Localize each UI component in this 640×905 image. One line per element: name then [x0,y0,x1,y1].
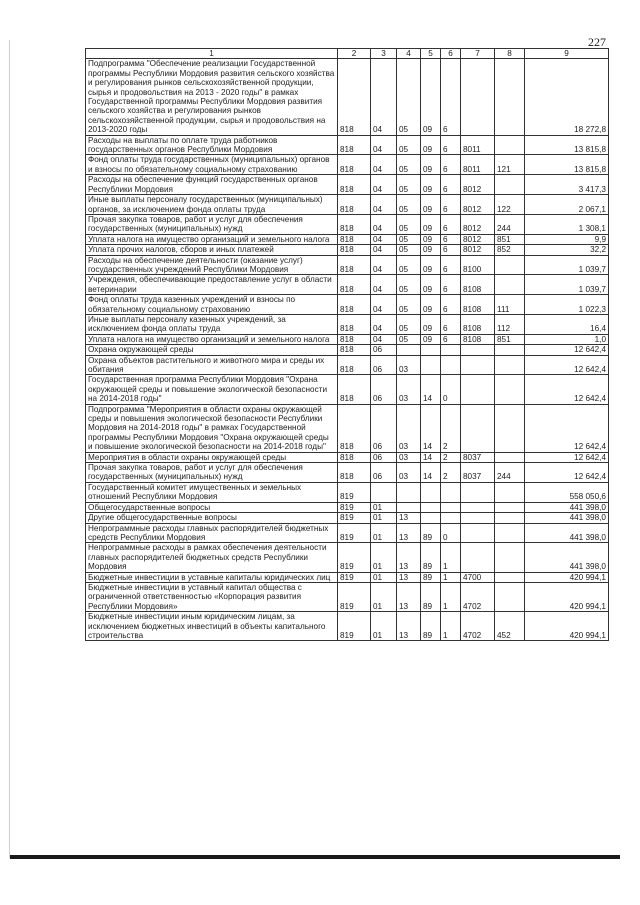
subprogram-cell: 6 [441,59,461,135]
subsection-cell: 05 [397,155,421,175]
column-header: 8 [495,49,525,59]
expense-type-cell [495,59,525,135]
amount-cell: 441 398,0 [525,523,609,543]
item-code-cell: 8108 [461,334,495,344]
item-code-cell: 8108 [461,275,495,295]
amount-cell: 441 398,0 [525,502,609,512]
table-row [86,355,609,375]
expense-type-cell [495,502,525,512]
section-cell: 06 [371,452,397,462]
subsection-cell: 05 [397,195,421,215]
section-cell: 04 [371,334,397,344]
row-name-cell: Фонд оплаты труда государственных (муниципальных) органов и взносы по обязательному социальному страхованию [86,155,338,175]
amount-cell: 441 398,0 [525,513,609,523]
subprogram-cell: 6 [441,255,461,275]
expense-type-cell [495,513,525,523]
table-row [86,463,609,483]
admin-code-cell: 819 [338,482,371,502]
table-row [86,572,609,582]
program-cell: 89 [421,572,441,582]
section-cell: 04 [371,245,397,255]
amount-cell: 12 642,4 [525,345,609,355]
amount-cell: 420 994,1 [525,582,609,611]
row-name-cell: Непрограммные расходы главных распорядителей бюджетных средств Республики Мордовия [86,523,338,543]
subprogram-cell [441,482,461,502]
table-row [86,543,609,572]
program-cell: 09 [421,214,441,234]
program-cell: 09 [421,175,441,195]
item-code-cell: 8037 [461,452,495,462]
column-header: 3 [371,49,397,59]
subsection-cell: 05 [397,135,421,155]
amount-cell: 9,9 [525,234,609,244]
subsection-cell: 13 [397,582,421,611]
section-cell: 01 [371,502,397,512]
subprogram-cell: 6 [441,245,461,255]
row-name-cell: Общегосударственные вопросы [86,502,338,512]
table-row [86,314,609,334]
row-name-cell: Подпрограмма "Мероприятия в области охраны окружающей среды и повышения экологической безопасности Республики Мордовия на 2014-2018 годы" в рамках Государственной программы Республики Мордовия "Охрана окружающей среды и повышение экологической безопасности на 2014-2018 годы" [86,404,338,452]
item-code-cell [461,482,495,502]
row-name-cell: Бюджетные инвестиции иным юридическим лицам, за исключением бюджетных инвестиций в объекты капитального строительства [86,612,338,641]
admin-code-cell: 819 [338,572,371,582]
amount-cell: 12 642,4 [525,355,609,375]
section-cell: 04 [371,275,397,295]
column-header: 1 [86,49,338,59]
amount-cell: 32,2 [525,245,609,255]
amount-cell: 13 815,8 [525,135,609,155]
subprogram-cell [441,355,461,375]
item-code-cell [461,345,495,355]
table-row [86,452,609,462]
amount-cell: 16,4 [525,314,609,334]
subsection-cell [397,502,421,512]
expense-type-cell [495,543,525,572]
item-code-cell [461,523,495,543]
admin-code-cell: 818 [338,452,371,462]
item-code-cell: 4702 [461,582,495,611]
subprogram-cell: 6 [441,195,461,215]
subprogram-cell: 6 [441,155,461,175]
subprogram-cell: 6 [441,234,461,244]
admin-code-cell: 818 [338,275,371,295]
row-name-cell: Иные выплаты персоналу казенных учреждений, за исключением фонда оплаты труда [86,314,338,334]
item-code-cell: 4702 [461,612,495,641]
section-cell: 04 [371,214,397,234]
subprogram-cell [441,502,461,512]
item-code-cell: 8012 [461,234,495,244]
row-name-cell: Непрограммные расходы в рамках обеспечения деятельности главных распорядителей бюджетных средств Республики Мордовия [86,543,338,572]
program-cell: 09 [421,155,441,175]
section-cell: 01 [371,582,397,611]
row-name-cell: Прочая закупка товаров, работ и услуг для обеспечения государственных (муниципальных) нужд [86,463,338,483]
program-cell [421,345,441,355]
section-cell: 04 [371,314,397,334]
subprogram-cell [441,345,461,355]
subsection-cell: 05 [397,245,421,255]
expense-type-cell [495,175,525,195]
expense-type-cell [495,355,525,375]
page-number: 227 [588,35,606,49]
amount-cell: 2 067,1 [525,195,609,215]
expense-type-cell: 122 [495,195,525,215]
table-row [86,245,609,255]
subsection-cell [397,482,421,502]
subsection-cell: 03 [397,463,421,483]
expense-type-cell [495,375,525,404]
expense-type-cell: 852 [495,245,525,255]
admin-code-cell: 818 [338,345,371,355]
section-cell: 04 [371,135,397,155]
expense-type-cell [495,482,525,502]
program-cell: 14 [421,404,441,452]
expense-type-cell [495,523,525,543]
program-cell: 09 [421,334,441,344]
admin-code-cell: 818 [338,234,371,244]
expense-type-cell [495,135,525,155]
program-cell: 09 [421,314,441,334]
table-row [86,502,609,512]
subprogram-cell: 1 [441,582,461,611]
item-code-cell: 8012 [461,214,495,234]
program-cell [421,513,441,523]
item-code-cell [461,355,495,375]
column-header: 4 [397,49,421,59]
subsection-cell: 05 [397,234,421,244]
table-row [86,375,609,404]
subsection-cell: 03 [397,404,421,452]
table-row [86,482,609,502]
row-name-cell: Охрана объектов растительного и животного мира и среды их обитания [86,355,338,375]
program-cell: 09 [421,195,441,215]
item-code-cell: 8012 [461,175,495,195]
row-name-cell: Уплата налога на имущество организаций и земельного налога [86,334,338,344]
subsection-cell [397,345,421,355]
admin-code-cell: 818 [338,135,371,155]
section-cell: 01 [371,513,397,523]
admin-code-cell: 819 [338,543,371,572]
subprogram-cell: 1 [441,572,461,582]
row-name-cell: Государственный комитет имущественных и земельных отношений Республики Мордовия [86,482,338,502]
subprogram-cell: 2 [441,404,461,452]
subsection-cell: 05 [397,59,421,135]
admin-code-cell: 818 [338,214,371,234]
admin-code-cell: 818 [338,195,371,215]
program-cell: 09 [421,295,441,315]
column-header: 7 [461,49,495,59]
amount-cell: 1 039,7 [525,275,609,295]
table-row [86,582,609,611]
expense-type-cell: 452 [495,612,525,641]
item-code-cell: 8100 [461,255,495,275]
table-header [86,49,609,59]
amount-cell: 1 022,3 [525,295,609,315]
amount-cell: 441 398,0 [525,543,609,572]
table-row [86,612,609,641]
subsection-cell: 05 [397,295,421,315]
expense-type-cell: 111 [495,295,525,315]
table-row [86,275,609,295]
section-cell: 01 [371,543,397,572]
subprogram-cell: 6 [441,314,461,334]
subprogram-cell: 1 [441,612,461,641]
section-cell: 04 [371,175,397,195]
row-name-cell: Иные выплаты персоналу государственных (муниципальных) органов, за исключением фонда оплаты труда [86,195,338,215]
table-body [86,59,609,641]
table-row [86,175,609,195]
section-cell: 06 [371,404,397,452]
row-name-cell: Бюджетные инвестиции в уставный капитал общества с ограниченной ответственностью «Корпорация развития Республики Мордовия» [86,582,338,611]
item-code-cell: 8012 [461,245,495,255]
subsection-cell: 05 [397,275,421,295]
row-name-cell: Учреждения, обеспечивающие предоставление услуг в области ветеринарии [86,275,338,295]
subprogram-cell: 2 [441,452,461,462]
column-header: 5 [421,49,441,59]
program-cell: 89 [421,582,441,611]
item-code-cell: 8012 [461,195,495,215]
subprogram-cell: 6 [441,135,461,155]
program-cell [421,482,441,502]
row-name-cell: Бюджетные инвестиции в уставные капиталы юридических лиц [86,572,338,582]
column-header: 9 [525,49,609,59]
item-code-cell [461,502,495,512]
admin-code-cell: 818 [338,245,371,255]
table-row [86,234,609,244]
expense-type-cell: 851 [495,334,525,344]
row-name-cell: Государственная программа Республики Мордовия "Охрана окружающей среды и повышение экологической безопасности на 2014-2018 годы" [86,375,338,404]
program-cell: 09 [421,135,441,155]
budget-table [85,48,609,641]
row-name-cell: Уплата налога на имущество организаций и земельного налога [86,234,338,244]
admin-code-cell: 818 [338,375,371,404]
amount-cell: 12 642,4 [525,463,609,483]
subprogram-cell: 6 [441,334,461,344]
program-cell: 14 [421,463,441,483]
section-cell [371,482,397,502]
subprogram-cell: 1 [441,543,461,572]
program-cell: 89 [421,543,441,572]
item-code-cell [461,59,495,135]
row-name-cell: Охрана окружающей среды [86,345,338,355]
expense-type-cell: 121 [495,155,525,175]
expense-type-cell [495,255,525,275]
subsection-cell: 13 [397,543,421,572]
admin-code-cell: 818 [338,355,371,375]
amount-cell: 13 815,8 [525,155,609,175]
row-name-cell: Расходы на выплаты по оплате труда работников государственных органов Республики Мордовия [86,135,338,155]
subprogram-cell: 2 [441,463,461,483]
item-code-cell: 8037 [461,463,495,483]
item-code-cell: 8108 [461,295,495,315]
subprogram-cell: 6 [441,214,461,234]
bottom-edge-bar [10,855,620,859]
table-row [86,345,609,355]
admin-code-cell: 819 [338,502,371,512]
row-name-cell: Другие общегосударственные вопросы [86,513,338,523]
subsection-cell: 03 [397,452,421,462]
section-cell: 04 [371,255,397,275]
row-name-cell: Расходы на обеспечение деятельности (оказание услуг) государственных учреждений Республики Мордовия [86,255,338,275]
table-row [86,214,609,234]
item-code-cell [461,375,495,404]
expense-type-cell [495,582,525,611]
subprogram-cell [441,513,461,523]
admin-code-cell: 818 [338,404,371,452]
admin-code-cell: 819 [338,612,371,641]
admin-code-cell: 818 [338,59,371,135]
program-cell: 89 [421,523,441,543]
section-cell: 04 [371,155,397,175]
section-cell: 06 [371,375,397,404]
program-cell: 09 [421,275,441,295]
item-code-cell [461,404,495,452]
item-code-cell: 8011 [461,135,495,155]
row-name-cell: Прочая закупка товаров, работ и услуг для обеспечения государственных (муниципальных) нужд [86,214,338,234]
column-header: 6 [441,49,461,59]
subsection-cell: 13 [397,612,421,641]
program-cell [421,502,441,512]
section-cell: 04 [371,195,397,215]
subsection-cell: 05 [397,214,421,234]
subsection-cell: 13 [397,513,421,523]
section-cell: 06 [371,463,397,483]
table-row [86,59,609,135]
item-code-cell: 8011 [461,155,495,175]
subsection-cell: 05 [397,334,421,344]
table-row [86,513,609,523]
subsection-cell: 13 [397,572,421,582]
table-row [86,523,609,543]
subsection-cell: 05 [397,255,421,275]
amount-cell: 12 642,4 [525,375,609,404]
row-name-cell: Подпрограмма "Обеспечение реализации Государственной программы Республики Мордовия развития сельского хозяйства и регулирования рынков сельскохозяйственной продукции, сырья и продовольствия на 2013 - 2020 годы" в рамках Государственной программы Республики Мордовия развития сельского хозяйства и регулирования рынков сельскохозяйственной продукции, сырья и продовольствия на 2013-2020 годы [86,59,338,135]
expense-type-cell: 244 [495,463,525,483]
amount-cell: 3 417,3 [525,175,609,195]
program-cell: 09 [421,255,441,275]
scan-edge-line [9,40,10,858]
subprogram-cell: 0 [441,375,461,404]
admin-code-cell: 819 [338,513,371,523]
expense-type-cell: 851 [495,234,525,244]
section-cell: 04 [371,59,397,135]
program-cell: 14 [421,375,441,404]
admin-code-cell: 818 [338,255,371,275]
item-code-cell: 4700 [461,572,495,582]
section-cell: 01 [371,612,397,641]
item-code-cell: 8108 [461,314,495,334]
program-cell: 09 [421,234,441,244]
section-cell: 06 [371,345,397,355]
admin-code-cell: 818 [338,295,371,315]
expense-type-cell [495,572,525,582]
table-row [86,135,609,155]
column-header: 2 [338,49,371,59]
table-row [86,334,609,344]
expense-type-cell [495,452,525,462]
admin-code-cell: 818 [338,175,371,195]
section-cell: 04 [371,295,397,315]
table-row [86,155,609,175]
admin-code-cell: 818 [338,463,371,483]
expense-type-cell [495,275,525,295]
row-name-cell: Уплата прочих налогов, сборов и иных платежей [86,245,338,255]
row-name-cell: Мероприятия в области охраны окружающей среды [86,452,338,462]
admin-code-cell: 818 [338,155,371,175]
expense-type-cell: 244 [495,214,525,234]
admin-code-cell: 819 [338,523,371,543]
admin-code-cell: 819 [338,582,371,611]
program-cell [421,355,441,375]
expense-type-cell [495,404,525,452]
subprogram-cell: 6 [441,275,461,295]
section-cell: 04 [371,234,397,244]
program-cell: 14 [421,452,441,462]
amount-cell: 558 050,6 [525,482,609,502]
expense-type-cell [495,345,525,355]
subsection-cell: 05 [397,314,421,334]
section-cell: 01 [371,572,397,582]
subsection-cell: 03 [397,375,421,404]
subprogram-cell: 0 [441,523,461,543]
subsection-cell: 03 [397,355,421,375]
amount-cell: 1,0 [525,334,609,344]
admin-code-cell: 818 [338,334,371,344]
header-row [86,49,609,59]
program-cell: 09 [421,245,441,255]
amount-cell: 12 642,4 [525,452,609,462]
program-cell: 09 [421,59,441,135]
subsection-cell: 13 [397,523,421,543]
row-name-cell: Фонд оплаты труда казенных учреждений и взносы по обязательному социальному страхованию [86,295,338,315]
subprogram-cell: 6 [441,175,461,195]
amount-cell: 12 642,4 [525,404,609,452]
amount-cell: 1 308,1 [525,214,609,234]
subprogram-cell: 6 [441,295,461,315]
amount-cell: 420 994,1 [525,612,609,641]
row-name-cell: Расходы на обеспечение функций государственных органов Республики Мордовия [86,175,338,195]
table-row [86,295,609,315]
item-code-cell [461,513,495,523]
item-code-cell [461,543,495,572]
section-cell: 01 [371,523,397,543]
table-row [86,195,609,215]
expense-type-cell: 112 [495,314,525,334]
amount-cell: 1 039,7 [525,255,609,275]
amount-cell: 18 272,8 [525,59,609,135]
program-cell: 89 [421,612,441,641]
subsection-cell: 05 [397,175,421,195]
table-row [86,404,609,452]
table-row [86,255,609,275]
admin-code-cell: 818 [338,314,371,334]
section-cell: 06 [371,355,397,375]
amount-cell: 420 994,1 [525,572,609,582]
